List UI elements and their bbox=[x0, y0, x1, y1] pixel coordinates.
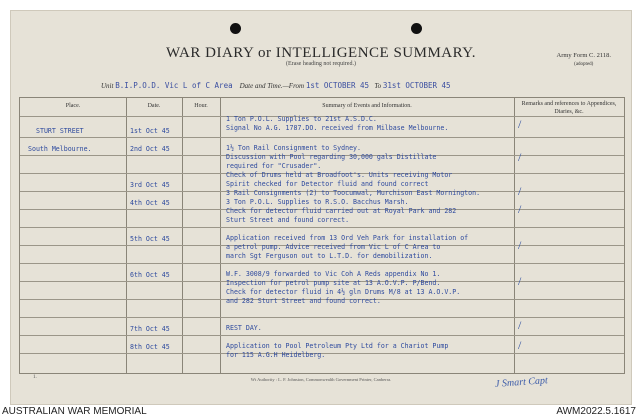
check-mark-icon: / bbox=[518, 202, 522, 216]
summary-line: 3 Rail Consignments (2) to Toocumwal, Murchison East Mornington. bbox=[226, 189, 481, 197]
unit-value: B.I.P.O.D. Vic L of C Area bbox=[115, 81, 233, 90]
summary-line: required for "Crusader". bbox=[226, 162, 322, 170]
date-from: 1st OCTOBER 45 bbox=[305, 81, 370, 90]
check-mark-icon: / bbox=[518, 117, 522, 131]
page-title: WAR DIARY or INTELLIGENCE SUMMARY. bbox=[166, 45, 476, 61]
summary-line: 1 Ton P.O.L. Supplies to 21st A.S.D.C. bbox=[226, 115, 377, 123]
summary-line: W.F. 3008/9 forwarded to Vic Coh A Reds appendix No 1. bbox=[226, 270, 441, 278]
diary-sheet bbox=[10, 10, 632, 405]
ruled-line bbox=[20, 317, 624, 318]
summary-line: REST DAY. bbox=[226, 324, 262, 332]
check-mark-icon: / bbox=[518, 318, 522, 332]
place-entry: STURT STREET bbox=[36, 127, 84, 135]
summary-line: Check of Drums held at Broadfoot's. Units receiving Motor bbox=[226, 171, 453, 179]
summary-line: Signal No A.G. 1787.DO. received from Milbase Melbourne. bbox=[226, 124, 449, 132]
summary-line: and 282 Sturt Street and found correct. bbox=[226, 297, 381, 305]
column-divider bbox=[182, 98, 183, 373]
summary-line: Discussion with Pool regarding 30,000 gals Distillate bbox=[226, 153, 437, 161]
column-header-date: Date. bbox=[147, 103, 161, 109]
column-divider bbox=[514, 98, 515, 373]
sheet-number: 1. bbox=[33, 375, 37, 380]
column-header-summary: Summary of Events and Information. bbox=[322, 103, 412, 109]
summary-line: 3 Ton P.O.L. Supplies to R.S.O. Bacchus Marsh. bbox=[226, 198, 409, 206]
ruled-line bbox=[20, 263, 624, 264]
ruled-line bbox=[20, 227, 624, 228]
column-header-remarks: Remarks and references to Appendices, Diaries, &c. bbox=[521, 101, 617, 115]
punch-hole-right bbox=[411, 23, 422, 34]
check-mark-icon: / bbox=[518, 184, 522, 198]
unit-date-line bbox=[101, 81, 451, 90]
date-entry: 4th Oct 45 bbox=[130, 199, 170, 207]
printer-note: Wt Authority : L. F. Johnston, Commonwealth Government Printer, Canberra. bbox=[250, 377, 392, 382]
summary-line: a petrol pump. Advice received from Vic L of C Area to bbox=[226, 243, 441, 251]
date-entry: 3rd Oct 45 bbox=[130, 181, 170, 189]
check-mark-icon: / bbox=[518, 338, 522, 352]
summary-line: Check for detector fluid in 4½ gln Drums M/8 at 13 A.O.V.P. bbox=[226, 288, 461, 296]
archive-caption-bar bbox=[0, 405, 640, 420]
ruled-line bbox=[20, 137, 624, 138]
unit-label: Unit bbox=[101, 82, 114, 90]
date-entry: 5th Oct 45 bbox=[130, 235, 170, 243]
summary-line: Check for detector fluid carried out at Royal Park and 282 bbox=[226, 207, 457, 215]
check-mark-icon: / bbox=[518, 274, 522, 288]
column-divider bbox=[126, 98, 127, 373]
summary-line: 1½ Ton Rail Consignment to Sydney. bbox=[226, 144, 361, 152]
place-entry: South Melbourne. bbox=[28, 145, 92, 153]
officer-signature: J Smart Capt bbox=[494, 375, 549, 390]
summary-line: for 115 A.G.H Heidelberg. bbox=[226, 351, 326, 359]
date-entry: 8th Oct 45 bbox=[130, 343, 170, 351]
date-to-label: To bbox=[374, 82, 382, 90]
form-adopted-label: (adopted) bbox=[574, 62, 594, 67]
ruled-line bbox=[20, 335, 624, 336]
check-mark-icon: / bbox=[518, 238, 522, 252]
archive-reference: AWM2022.5.1617 bbox=[556, 406, 636, 417]
form-number-label: Army Form C. 2118. bbox=[556, 52, 611, 59]
date-entry: 1st Oct 45 bbox=[130, 127, 170, 135]
summary-line: Application received from 13 Ord Veh Park for installation of bbox=[226, 234, 469, 242]
summary-line: Spirit checked for Detector fluid and found correct bbox=[226, 180, 429, 188]
diary-table bbox=[19, 97, 625, 374]
column-divider bbox=[220, 98, 221, 373]
archive-name: AUSTRALIAN WAR MEMORIAL bbox=[2, 406, 147, 417]
column-header-hour: Hour. bbox=[194, 103, 208, 109]
date-entry: 2nd Oct 45 bbox=[130, 145, 170, 153]
page-subtitle: (Erase heading not required.) bbox=[286, 61, 356, 67]
date-entry: 6th Oct 45 bbox=[130, 271, 170, 279]
form-number bbox=[557, 51, 611, 69]
summary-line: Inspection for petrol pump site at 13 A.O.V.P. P/Bend. bbox=[226, 279, 441, 287]
summary-line: Sturt Street and found correct. bbox=[226, 216, 350, 224]
check-mark-icon: / bbox=[518, 150, 522, 164]
summary-line: Application to Pool Petroleum Pty Ltd for a Chariot Pump bbox=[226, 342, 449, 350]
date-range-label: Date and Time.—From bbox=[239, 82, 305, 90]
date-to: 31st OCTOBER 45 bbox=[382, 81, 451, 90]
date-entry: 7th Oct 45 bbox=[130, 325, 170, 333]
summary-line: march Sgt Ferguson out to L.T.D. for demobilization. bbox=[226, 252, 433, 260]
column-header-place: Place. bbox=[65, 103, 81, 109]
punch-hole-left bbox=[230, 23, 241, 34]
